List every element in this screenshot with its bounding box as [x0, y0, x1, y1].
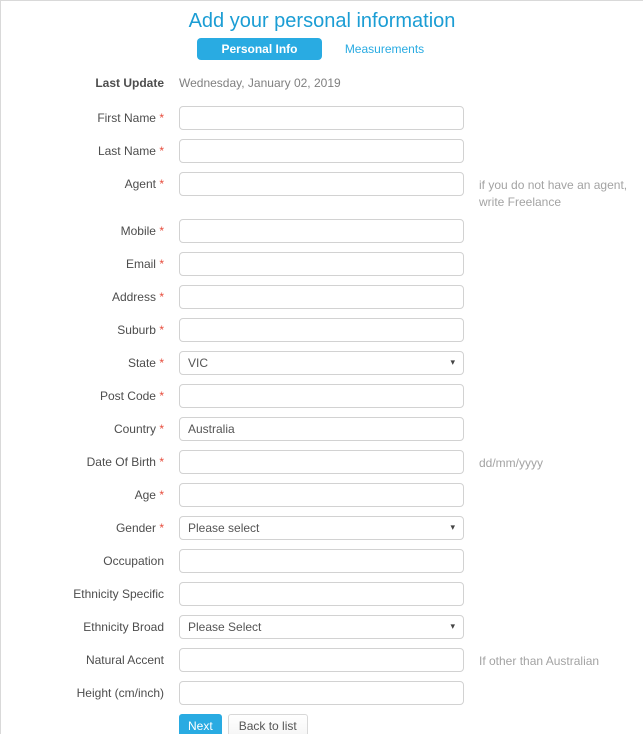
ethnicity-broad-label: Ethnicity Broad — [83, 619, 164, 634]
gender-label: Gender * — [115, 520, 164, 535]
tab-bar — [1, 38, 643, 60]
gender-control — [179, 516, 464, 540]
natural-accent-control — [179, 648, 464, 672]
age-label: Age * — [134, 487, 164, 502]
ethnicity-specific-input[interactable] — [179, 582, 464, 606]
agent-help-text: if you do not have an agent, write Freelance — [479, 178, 628, 209]
tab-personal-info[interactable]: Personal Info — [197, 38, 322, 60]
height-cm-inch-row — [1, 681, 643, 705]
state-label: State * — [127, 355, 164, 370]
required-marker: * — [155, 111, 164, 126]
agent-control — [179, 172, 464, 196]
state-selected-value: VIC — [188, 355, 209, 370]
ethnicity-broad-selected-value: Please Select — [188, 619, 262, 634]
country-control — [179, 417, 464, 441]
ethnicity-specific-control — [179, 582, 464, 606]
occupation-label: Occupation — [103, 553, 164, 568]
natural-accent-row — [1, 648, 643, 672]
required-marker: * — [155, 177, 164, 192]
state-control — [179, 351, 464, 375]
country-row — [1, 417, 643, 441]
age-row — [1, 483, 643, 507]
date-of-birth-control — [179, 450, 464, 474]
country-input[interactable] — [179, 417, 464, 441]
address-row — [1, 285, 643, 309]
required-marker: * — [155, 355, 164, 370]
ethnicity-specific-label: Ethnicity Specific — [73, 586, 164, 601]
last-name-control — [179, 139, 464, 163]
post-code-row — [1, 384, 643, 408]
form-actions-row — [1, 714, 643, 734]
required-marker: * — [155, 223, 164, 238]
suburb-row — [1, 318, 643, 342]
mobile-input[interactable] — [179, 219, 464, 243]
chevron-down-icon: ▾ — [450, 522, 455, 533]
height-cm-inch-control — [179, 681, 464, 705]
natural-accent-label: Natural Accent — [85, 652, 164, 667]
last-name-label: Last Name * — [97, 144, 164, 159]
first-name-label: First Name * — [97, 111, 164, 126]
occupation-row — [1, 549, 643, 573]
form-rows — [1, 106, 643, 704]
occupation-input[interactable] — [179, 549, 464, 573]
required-marker: * — [155, 144, 164, 159]
chevron-down-icon: ▾ — [450, 621, 455, 632]
first-name-input[interactable] — [179, 106, 464, 130]
required-marker: * — [155, 487, 164, 502]
post-code-label: Post Code * — [99, 388, 164, 403]
email-row — [1, 252, 643, 276]
age-control — [179, 483, 464, 507]
gender-selected-value: Please select — [188, 520, 260, 535]
mobile-row — [1, 219, 643, 243]
last-update-value: Wednesday, January 02, 2019 — [179, 76, 341, 90]
tab-measurements[interactable]: Measurements — [344, 42, 425, 56]
last-update-row — [1, 71, 643, 90]
mobile-label: Mobile * — [120, 223, 164, 238]
required-marker: * — [155, 289, 164, 304]
next-button[interactable]: Next — [179, 714, 222, 734]
chevron-down-icon: ▾ — [450, 357, 455, 368]
natural-accent-help-text: If other than Australian — [479, 653, 600, 668]
required-marker: * — [155, 520, 164, 535]
date-of-birth-help-text: dd/mm/yyyy — [479, 455, 544, 470]
ethnicity-broad-select[interactable] — [179, 615, 464, 639]
email-label: Email * — [125, 256, 164, 271]
mobile-control — [179, 219, 464, 243]
required-marker: * — [155, 388, 164, 403]
date-of-birth-row — [1, 450, 643, 474]
email-input[interactable] — [179, 252, 464, 276]
gender-row — [1, 516, 643, 540]
address-input[interactable] — [179, 285, 464, 309]
required-marker: * — [155, 421, 164, 436]
page-title: Add your personal information — [188, 10, 456, 32]
agent-input[interactable] — [179, 172, 464, 196]
date-of-birth-label: Date Of Birth * — [86, 454, 164, 469]
state-row — [1, 351, 643, 375]
date-of-birth-input[interactable] — [179, 450, 464, 474]
required-marker: * — [155, 322, 164, 337]
back-to-list-button[interactable]: Back to list — [228, 714, 308, 734]
first-name-control — [179, 106, 464, 130]
required-marker: * — [155, 256, 164, 271]
form-actions-spacer — [1, 714, 164, 719]
suburb-label: Suburb * — [117, 322, 164, 337]
last-name-input[interactable] — [179, 139, 464, 163]
post-code-input[interactable] — [179, 384, 464, 408]
address-control — [179, 285, 464, 309]
required-marker: * — [155, 454, 164, 469]
email-control — [179, 252, 464, 276]
suburb-control — [179, 318, 464, 342]
ethnicity-specific-row — [1, 582, 643, 606]
height-cm-inch-label: Height (cm/inch) — [76, 685, 164, 700]
state-select[interactable] — [179, 351, 464, 375]
age-input[interactable] — [179, 483, 464, 507]
suburb-input[interactable] — [179, 318, 464, 342]
ethnicity-broad-control — [179, 615, 464, 639]
agent-row — [1, 172, 643, 209]
natural-accent-input[interactable] — [179, 648, 464, 672]
personal-info-form — [1, 71, 643, 734]
form-actions — [179, 714, 308, 734]
height-cm-inch-input[interactable] — [179, 681, 464, 705]
last-update-label: Last Update — [95, 76, 164, 90]
address-label: Address * — [111, 289, 164, 304]
first-name-row — [1, 106, 643, 130]
occupation-control — [179, 549, 464, 573]
last-name-row — [1, 139, 643, 163]
country-label: Country * — [113, 421, 164, 436]
gender-select[interactable] — [179, 516, 464, 540]
post-code-control — [179, 384, 464, 408]
ethnicity-broad-row — [1, 615, 643, 639]
agent-label: Agent * — [124, 177, 164, 192]
